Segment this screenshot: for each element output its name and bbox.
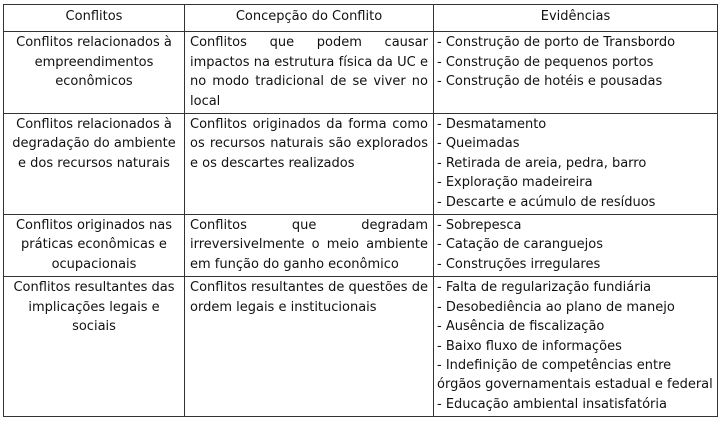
evidences-cell bbox=[434, 32, 718, 114]
evidence-item: - Construção de porto de Transbordo bbox=[437, 35, 676, 51]
header-evidences: Evidências bbox=[434, 5, 718, 32]
evidence-item: - Sobrepesca bbox=[437, 218, 522, 234]
evidence-item: - Catação de caranguejos bbox=[437, 237, 604, 253]
table-row bbox=[4, 215, 718, 277]
evidence-item: - Descarte e acúmulo de resíduos bbox=[437, 194, 656, 210]
evidence-item: - Desobediência ao plano de manejo bbox=[437, 299, 675, 315]
evidence-item: - Construção de pequenos portos bbox=[437, 54, 654, 70]
conflict-cell: Conflitos relacionados à empreendimentos econômicos bbox=[4, 32, 185, 114]
evidence-item: - Queimadas bbox=[437, 136, 520, 152]
conception-cell: Conflitos que degradam irreversivelmente o meio ambiente em função do ganho econômico bbox=[185, 215, 434, 277]
conception-cell: Conflitos resultantes de questões de ordem legais e institucionais bbox=[185, 277, 434, 417]
evidence-item: - Desmatamento bbox=[437, 117, 547, 133]
header-conception: Concepção do Conflito bbox=[185, 5, 434, 32]
evidence-item: - Baixo fluxo de informações bbox=[437, 338, 622, 354]
conception-cell: Conflitos originados da forma como os recursos naturais são explorados e os descartes realizados bbox=[185, 114, 434, 215]
evidences-cell bbox=[434, 277, 718, 417]
conflict-cell: Conflitos originados nas práticas econômicas e ocupacionais bbox=[4, 215, 185, 277]
table-row bbox=[4, 32, 718, 114]
evidence-item: - Retirada de areia, pedra, barro bbox=[437, 155, 647, 171]
evidence-item: - Construções irregulares bbox=[437, 256, 601, 272]
evidence-item: - Construção de hotéis e pousadas bbox=[437, 74, 663, 90]
header-row bbox=[4, 5, 718, 32]
conflict-cell: Conflitos resultantes das implicações legais e sociais bbox=[4, 277, 185, 417]
table-row bbox=[4, 114, 718, 215]
evidences-cell bbox=[434, 215, 718, 277]
evidence-item: - Indefinição de competências entre órgãos governamentais estadual e federal bbox=[437, 357, 713, 393]
evidence-item: - Educação ambiental insatisfatória bbox=[437, 396, 667, 412]
evidence-item: - Ausência de fiscalização bbox=[437, 319, 605, 335]
evidences-cell bbox=[434, 114, 718, 215]
header-conflicts: Conflitos bbox=[4, 5, 185, 32]
table-row bbox=[4, 277, 718, 417]
conflict-cell: Conflitos relacionados à degradação do ambiente e dos recursos naturais bbox=[4, 114, 185, 215]
evidence-item: - Exploração madeireira bbox=[437, 175, 593, 191]
conflicts-table bbox=[3, 4, 718, 417]
evidence-item: - Falta de regularização fundiária bbox=[437, 280, 652, 296]
conception-cell: Conflitos que podem causar impactos na estrutura física da UC e no modo tradicional de se viver no local bbox=[185, 32, 434, 114]
